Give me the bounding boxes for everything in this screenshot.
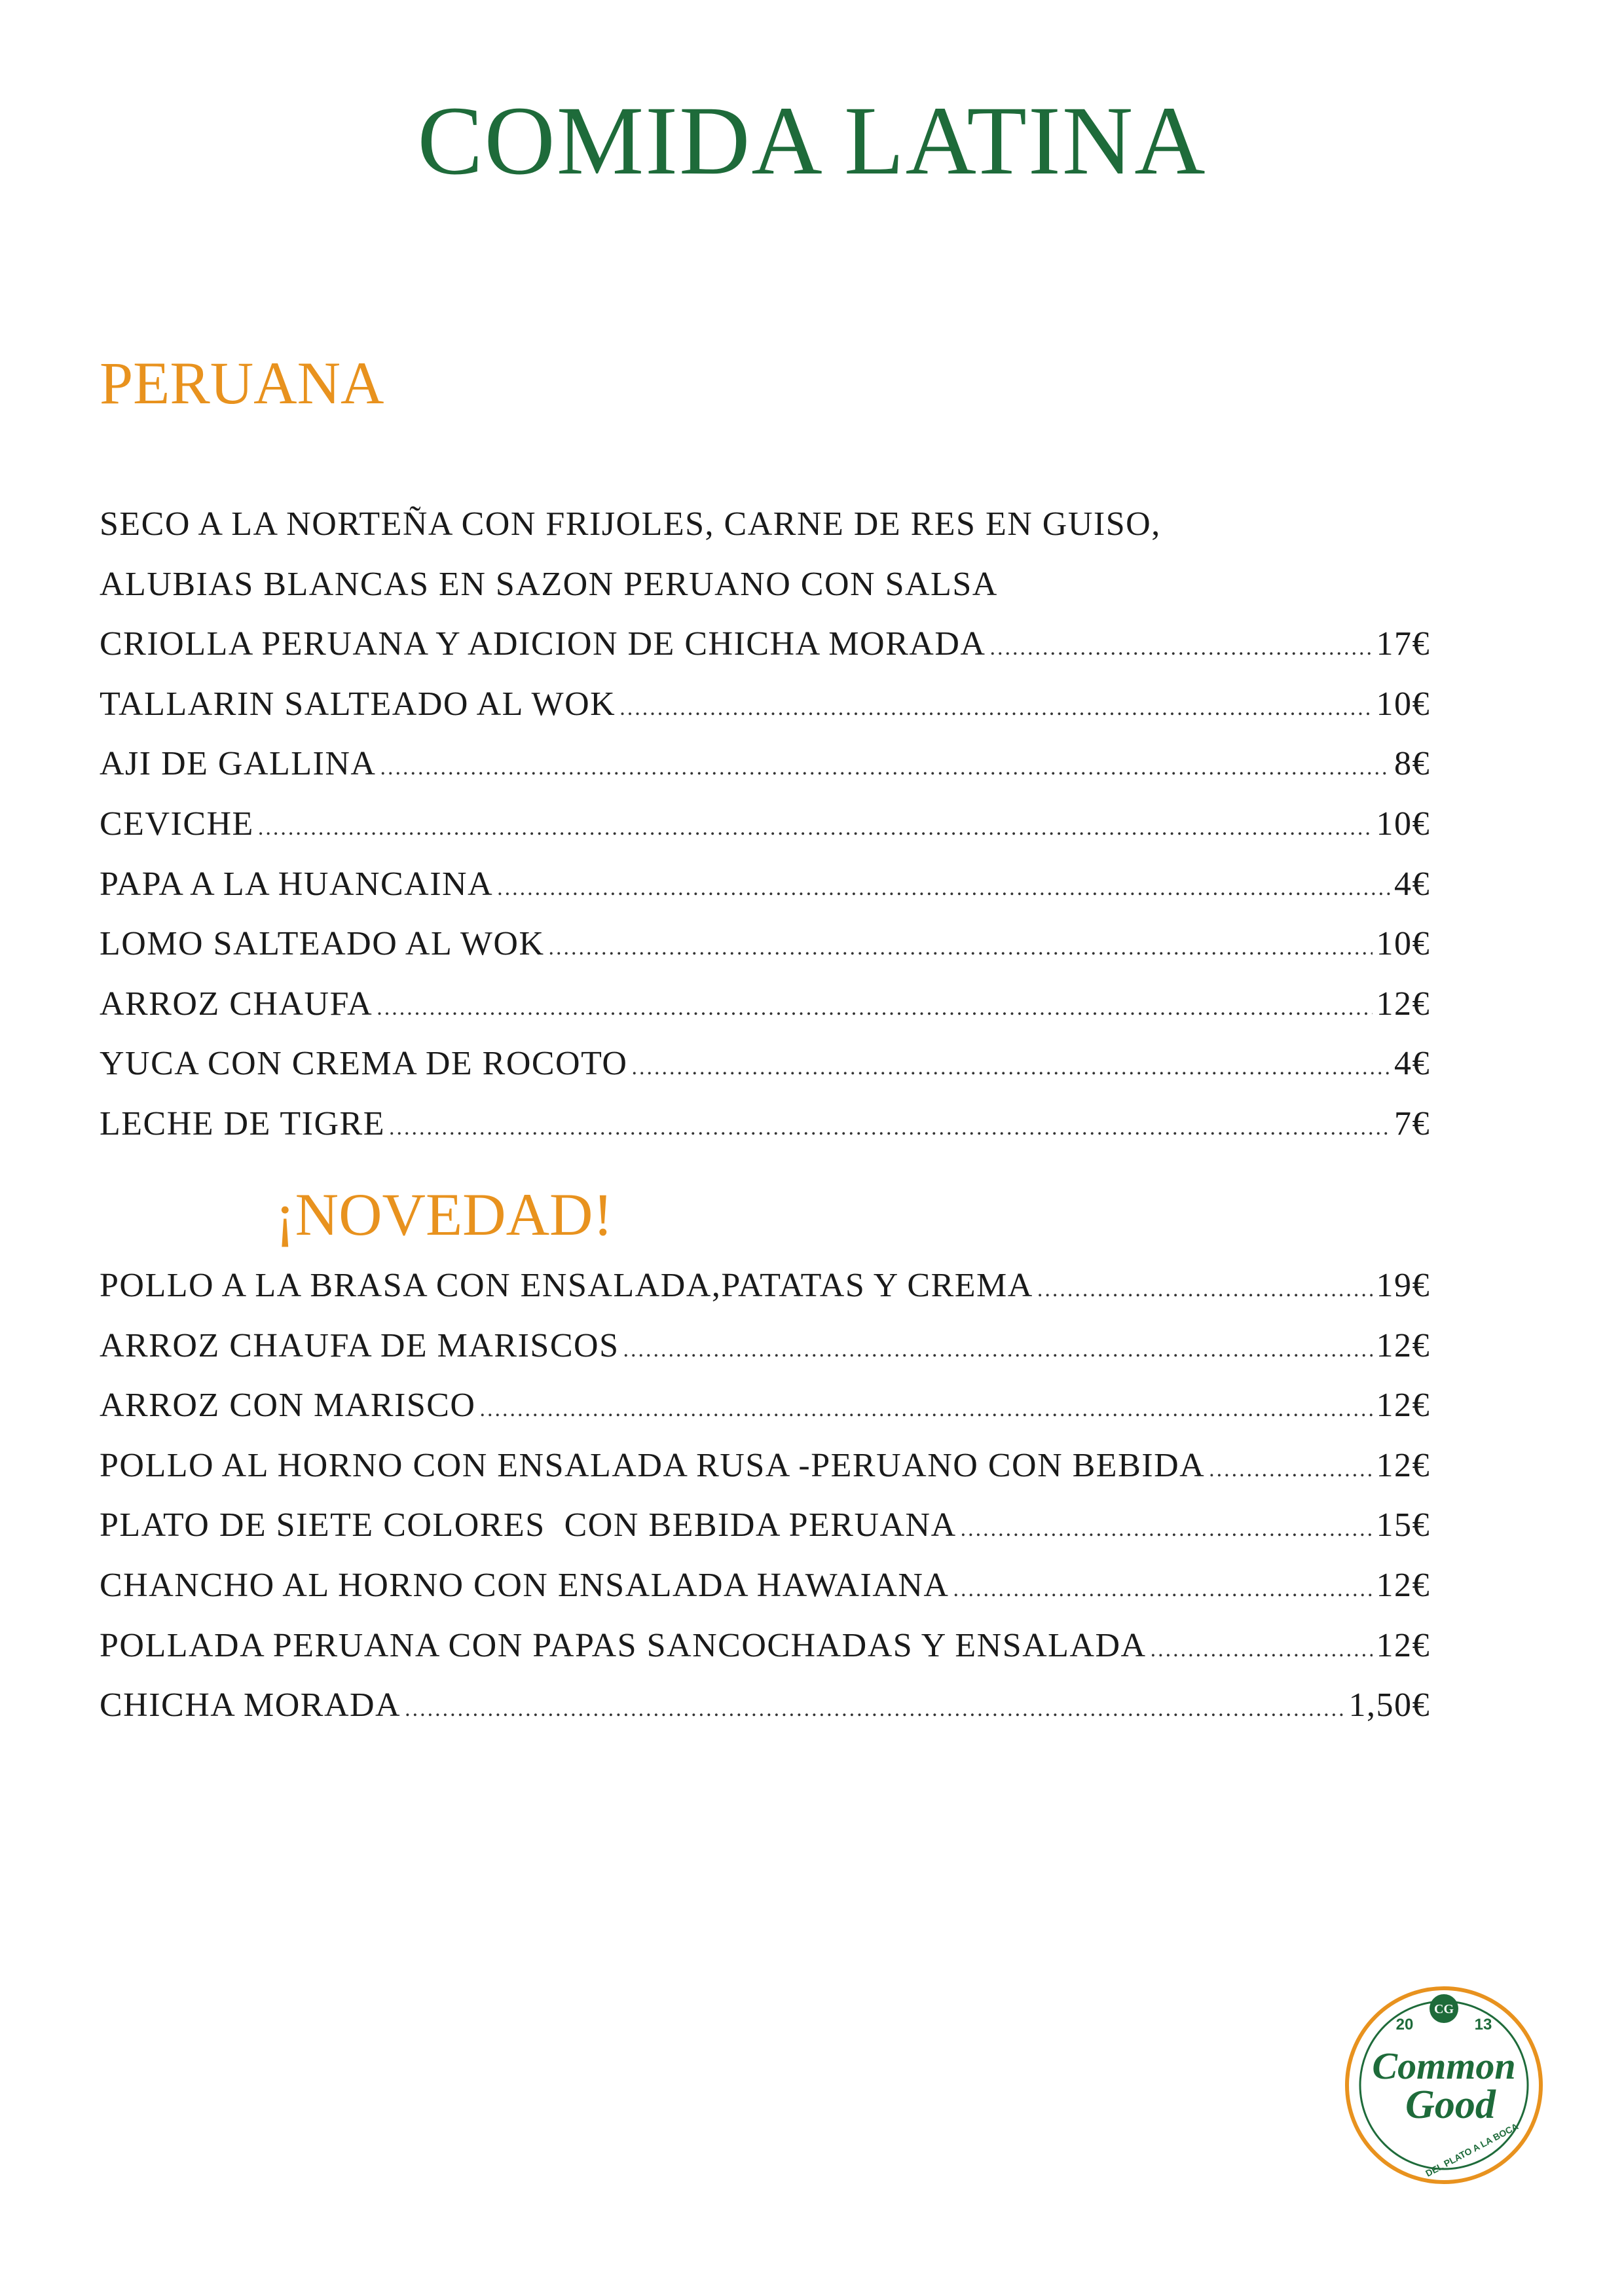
menu-item [100, 1256, 1430, 1316]
menu-item-name: YUCA CON CREMA DE ROCOTO [100, 1045, 628, 1083]
menu-item-name: SECO A LA NORTEÑA CON FRIJOLES, CARNE DE RES EN GUISO, [100, 505, 1161, 543]
menu-item [100, 914, 1430, 974]
menu-item-name: LOMO SALTEADO AL WOK [100, 925, 545, 963]
dot-leader [1209, 1440, 1372, 1500]
dot-leader [549, 918, 1373, 978]
dot-leader [258, 798, 1373, 858]
menu-item-price: 12€ [1376, 1566, 1430, 1604]
dot-leader [389, 1098, 1390, 1158]
menu-item [100, 1675, 1430, 1736]
menu-item-name: CHANCHO AL HORNO CON ENSALADA HAWAIANA [100, 1566, 950, 1604]
common-good-logo [1342, 1984, 1545, 2187]
menu-item-name: ARROZ CHAUFA [100, 985, 373, 1023]
dot-leader [479, 1379, 1372, 1440]
dot-leader [989, 618, 1372, 678]
dot-leader [619, 678, 1372, 738]
logo-wordmark-common: Common [1372, 2045, 1516, 2087]
menu-item-price: 10€ [1376, 925, 1430, 963]
menu-item [100, 1495, 1430, 1556]
dot-leader [631, 1038, 1390, 1098]
menu-item [100, 1034, 1430, 1094]
menu-item [100, 1376, 1430, 1436]
menu-item-name: PLATO DE SIETE COLORES CON BEBIDA PERUANA [100, 1506, 957, 1544]
dot-leader [1151, 1620, 1373, 1680]
menu-item-price: 4€ [1394, 865, 1430, 903]
menu-item-price: 12€ [1376, 1446, 1430, 1484]
dot-leader [377, 978, 1372, 1038]
menu-item-intro-line [100, 555, 1430, 615]
page-title: COMIDA LATINA [417, 86, 1207, 195]
menu-list-novedad [100, 1256, 1430, 1736]
logo-wordmark-good: Good [1405, 2083, 1496, 2127]
logo-year-right: 13 [1474, 2016, 1492, 2033]
menu-item-price: 4€ [1394, 1045, 1430, 1083]
menu-item [100, 1094, 1430, 1154]
menu-item [100, 974, 1430, 1034]
menu-item-name: ARROZ CON MARISCO [100, 1387, 476, 1425]
dot-leader [961, 1499, 1373, 1559]
menu-list-peruana [100, 494, 1430, 1154]
menu-item-price: 1,50€ [1348, 1686, 1430, 1724]
dot-leader [1037, 1260, 1373, 1320]
menu-item-name: CEVICHE [100, 805, 254, 843]
menu-item [100, 734, 1430, 794]
dot-leader [623, 1320, 1373, 1380]
menu-item [100, 1316, 1430, 1376]
menu-item-price: 19€ [1376, 1267, 1430, 1304]
menu-item-name: POLLO AL HORNO CON ENSALADA RUSA -PERUANO CON BEBIDA [100, 1446, 1206, 1484]
menu-item-name: CHICHA MORADA [100, 1686, 401, 1724]
menu-item-name: TALLARIN SALTEADO AL WOK [100, 685, 616, 723]
dot-leader [497, 858, 1390, 919]
menu-item [100, 854, 1430, 915]
dot-leader [380, 738, 1390, 798]
menu-item [100, 1436, 1430, 1496]
logo-tagline: DEL PLATO A LA BOCA [1424, 2121, 1521, 2179]
menu-item [100, 614, 1430, 674]
menu-item-price: 10€ [1376, 805, 1430, 843]
dot-leader [405, 1679, 1344, 1740]
menu-item [100, 794, 1430, 854]
menu-item-name: LECHE DE TIGRE [100, 1104, 385, 1142]
logo-year-left: 20 [1395, 2016, 1414, 2033]
menu-item-price: 12€ [1376, 1387, 1430, 1425]
menu-item-name: AJI DE GALLINA [100, 745, 377, 783]
menu-item-intro-line [100, 494, 1430, 555]
menu-item [100, 1556, 1430, 1616]
dot-leader [953, 1559, 1372, 1620]
menu-item-name: CRIOLLA PERUANA Y ADICION DE CHICHA MORADA [100, 625, 986, 663]
menu-item-price: 10€ [1376, 685, 1430, 723]
menu-item-price: 8€ [1394, 745, 1430, 783]
logo-monogram: CG [1434, 2002, 1454, 2016]
menu-item [100, 1616, 1430, 1676]
menu-item-name: ALUBIAS BLANCAS EN SAZON PERUANO CON SALSA [100, 565, 998, 603]
section-heading-peruana: PERUANA [100, 350, 384, 416]
menu-item-price: 7€ [1394, 1104, 1430, 1142]
menu-item-name: POLLO A LA BRASA CON ENSALADA,PATATAS Y CREMA [100, 1267, 1033, 1304]
menu-item-price: 17€ [1376, 625, 1430, 663]
menu-item-price: 12€ [1376, 1326, 1430, 1364]
menu-item [100, 674, 1430, 735]
menu-item-name: PAPA A LA HUANCAINA [100, 865, 494, 903]
menu-item-price: 12€ [1376, 1626, 1430, 1664]
section-heading-novedad: ¡NOVEDAD! [275, 1181, 614, 1248]
menu-item-name: ARROZ CHAUFA DE MARISCOS [100, 1326, 619, 1364]
menu-item-price: 15€ [1376, 1506, 1430, 1544]
menu-item-name: POLLADA PERUANA CON PAPAS SANCOCHADAS Y ENSALADA [100, 1626, 1147, 1664]
menu-item-price: 12€ [1376, 985, 1430, 1023]
